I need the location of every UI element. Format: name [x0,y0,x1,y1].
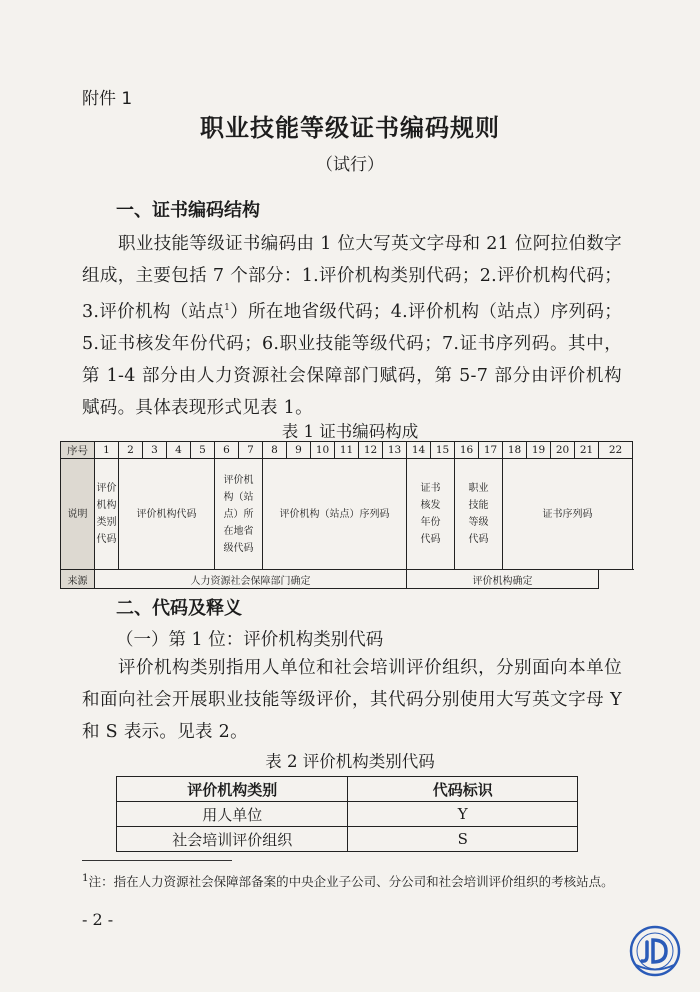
table1-number: 18 [503,442,527,459]
table1-number: 3 [143,442,167,459]
footnote [82,868,622,892]
table2-caption: 表 2 评价机构类别代码 [265,752,435,771]
table2-head-type: 评价机构类别 [117,777,348,802]
table2-code-cell: S [348,827,578,852]
footnote-divider [82,860,232,861]
section1-text-b: ）所在地省级代码；4.评价机构（站点）序列码；5.证书核发年份代码；6.职业技能等级代码；7.证书序列码。其中，第 1-4 部分由人力资源社会保障部门赋码，第 5-7 部分由评价机构赋码。具体表现形式见表 1。 [82,301,622,418]
table1-number: 14 [407,442,431,459]
footnote-ref: 1 [224,303,231,313]
table1-part3: 评价机构（站点）所在地省级代码 [215,459,263,570]
attachment-label: 附件 1 [82,89,133,109]
table1-part6: 职业技能等级代码 [455,459,503,570]
section2-heading: 二、代码及释义 [116,598,242,619]
table1-number: 20 [551,442,575,459]
category-code-table [116,776,578,852]
footnote-mark: 1 [82,872,89,884]
table1-number: 2 [119,442,143,459]
section1-heading: 一、证书编码结构 [116,200,260,221]
table1-number: 1 [95,442,119,459]
table1-number: 5 [191,442,215,459]
table2-header-row [117,777,578,802]
publisher-logo-icon [628,924,682,978]
table1-part5: 证书核发年份代码 [407,459,455,570]
table1-source-right: 评价机构确定 [407,570,599,589]
table1-desc-label: 说明 [61,459,95,570]
table2-code-cell: Y [348,802,578,827]
table2-type-cell: 社会培训评价组织 [117,827,348,852]
table1-part2: 评价机构代码 [119,459,215,570]
table1-number-row [61,442,633,459]
table-row [117,827,578,852]
table1-source-row [61,570,633,589]
table1-part1: 评价机构类别代码 [95,459,119,570]
table2-type-cell: 用人单位 [117,802,348,827]
table1-number: 21 [575,442,599,459]
table1-number: 9 [287,442,311,459]
table1-number: 15 [431,442,455,459]
table1-header-label: 序号 [61,442,95,459]
encoding-structure-table [60,441,633,589]
section2-subheading: （一）第 1 位：评价机构类别代码 [116,630,384,650]
table1-number: 8 [263,442,287,459]
table1-source-label: 来源 [61,570,95,589]
section1-text-a: 职业技能等级证书编码由 1 位大写英文字母和 21 位阿拉伯数字组成，主要包括 7 个部分：1.评价机构类别代码；2.评价机构代码；3.评价机构（站点 [82,234,622,322]
table1-number: 11 [335,442,359,459]
table1-number: 19 [527,442,551,459]
table1-source-left: 人力资源社会保障部门确定 [95,570,407,589]
table1-part4: 评价机构（站点）序列码 [263,459,407,570]
table1-number: 22 [599,442,633,459]
table1-number: 12 [359,442,383,459]
table1-part7: 证书序列码 [503,459,633,570]
table1-number: 6 [215,442,239,459]
table1-number: 10 [311,442,335,459]
page-number: - 2 - [82,910,114,929]
document-title: 职业技能等级证书编码规则 [200,114,500,142]
section1-paragraph [82,228,622,424]
section2-paragraph: 评价机构类别指用人单位和社会培训评价组织，分别面向本单位和面向社会开展职业技能等级评价，其代码分别使用大写英文字母 Y 和 S 表示。见表 2。 [82,658,622,742]
table-row [117,802,578,827]
table1-number: 7 [239,442,263,459]
table1-number: 13 [383,442,407,459]
table1-number: 17 [479,442,503,459]
table1-description-row [61,459,633,570]
table2-head-code: 代码标识 [348,777,578,802]
table1-number: 16 [455,442,479,459]
footnote-text: 注：指在人力资源社会保障部备案的中央企业子公司、分公司和社会培训评价组织的考核站点。 [88,874,614,890]
document-subtitle: （试行） [316,155,384,175]
table1-number: 4 [167,442,191,459]
table1-caption: 表 1 证书编码构成 [281,422,419,441]
